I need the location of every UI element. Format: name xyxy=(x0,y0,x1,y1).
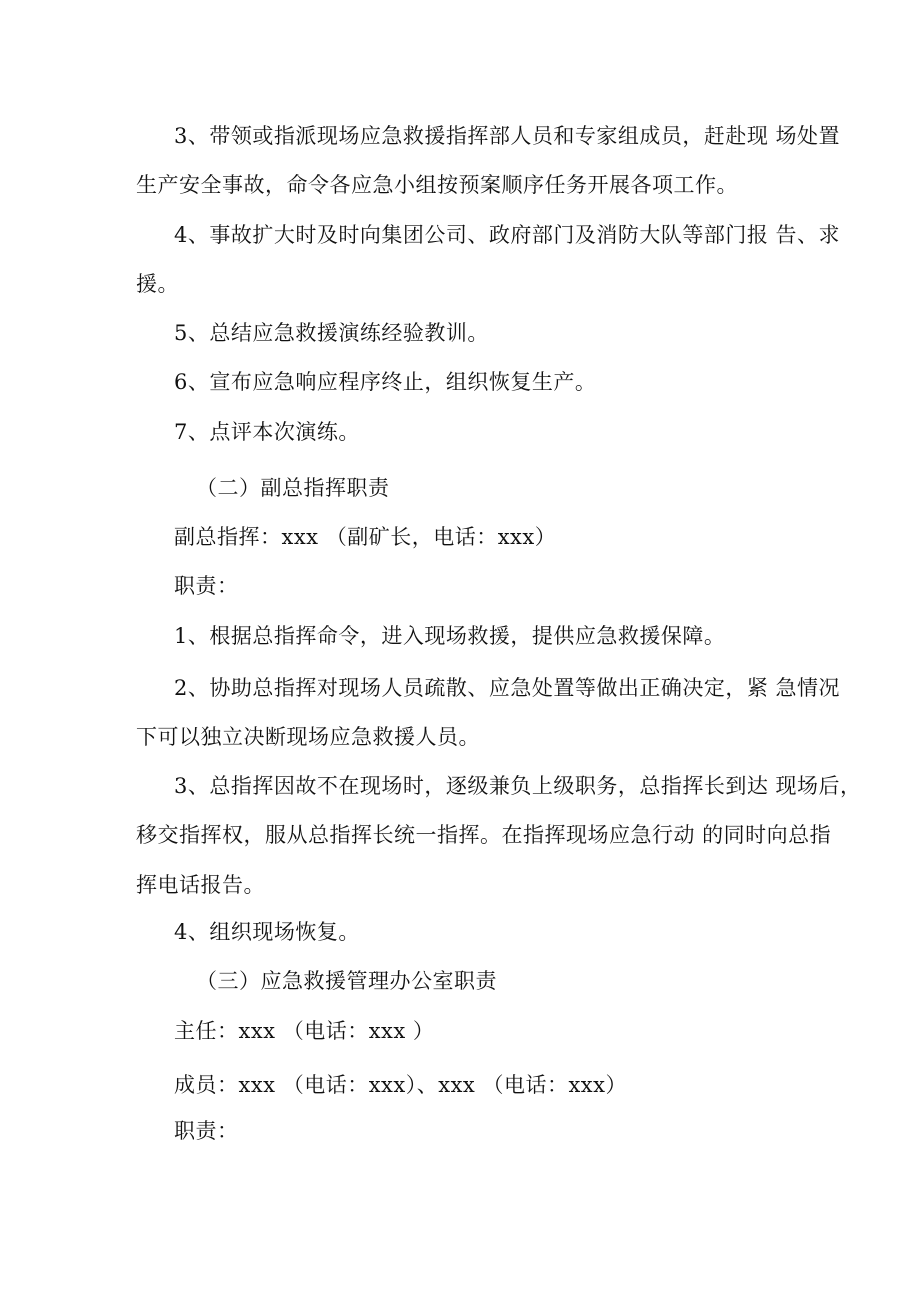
paragraph-line: 援。 xyxy=(136,272,179,296)
paragraph-line: 成员：xxx （电话：xxx）、xxx （电话：xxx） xyxy=(174,1073,627,1097)
paragraph-line: 3、带领或指派现场应急救援指挥部人员和专家组成员，赶赴现 场处置 xyxy=(174,124,841,148)
paragraph-line: 职责： xyxy=(174,1119,239,1143)
section-heading: （二）副总指挥职责 xyxy=(196,476,390,500)
paragraph-line: 1、根据总指挥命令，进入现场救援，提供应急救援保障。 xyxy=(174,624,726,648)
paragraph-line: 挥电话报告。 xyxy=(136,873,265,897)
paragraph-line: 移交指挥权，服从总指挥长统一指挥。在指挥现场应急行动 的同时向总指 xyxy=(136,823,832,847)
paragraph-line: 3、总指挥因故不在现场时，逐级兼负上级职务，总指挥长到达 现场后， xyxy=(174,774,862,798)
paragraph-line: 主任：xxx （电话：xxx ） xyxy=(174,1019,435,1043)
section-heading: （三）应急救援管理办公室职责 xyxy=(196,969,497,993)
paragraph-line: 4、事故扩大时及时向集团公司、政府部门及消防大队等部门报 告、求 xyxy=(174,223,841,247)
paragraph-line: 4、组织现场恢复。 xyxy=(174,920,360,944)
paragraph-line: 生产安全事故，命令各应急小组按预案顺序任务开展各项工作。 xyxy=(136,173,738,197)
paragraph-line: 2、协助总指挥对现场人员疏散、应急处置等做出正确决定，紧 急情况 xyxy=(174,676,841,700)
paragraph-line: 下可以独立决断现场应急救援人员。 xyxy=(136,725,480,749)
paragraph-line: 7、点评本次演练。 xyxy=(174,420,360,444)
paragraph-line: 副总指挥：xxx （副矿长，电话：xxx） xyxy=(174,525,557,549)
paragraph-line: 6、宣布应急响应程序终止，组织恢复生产。 xyxy=(174,370,597,394)
paragraph-line: 5、总结应急救援演练经验教训。 xyxy=(174,321,489,345)
paragraph-line: 职责： xyxy=(174,574,239,598)
